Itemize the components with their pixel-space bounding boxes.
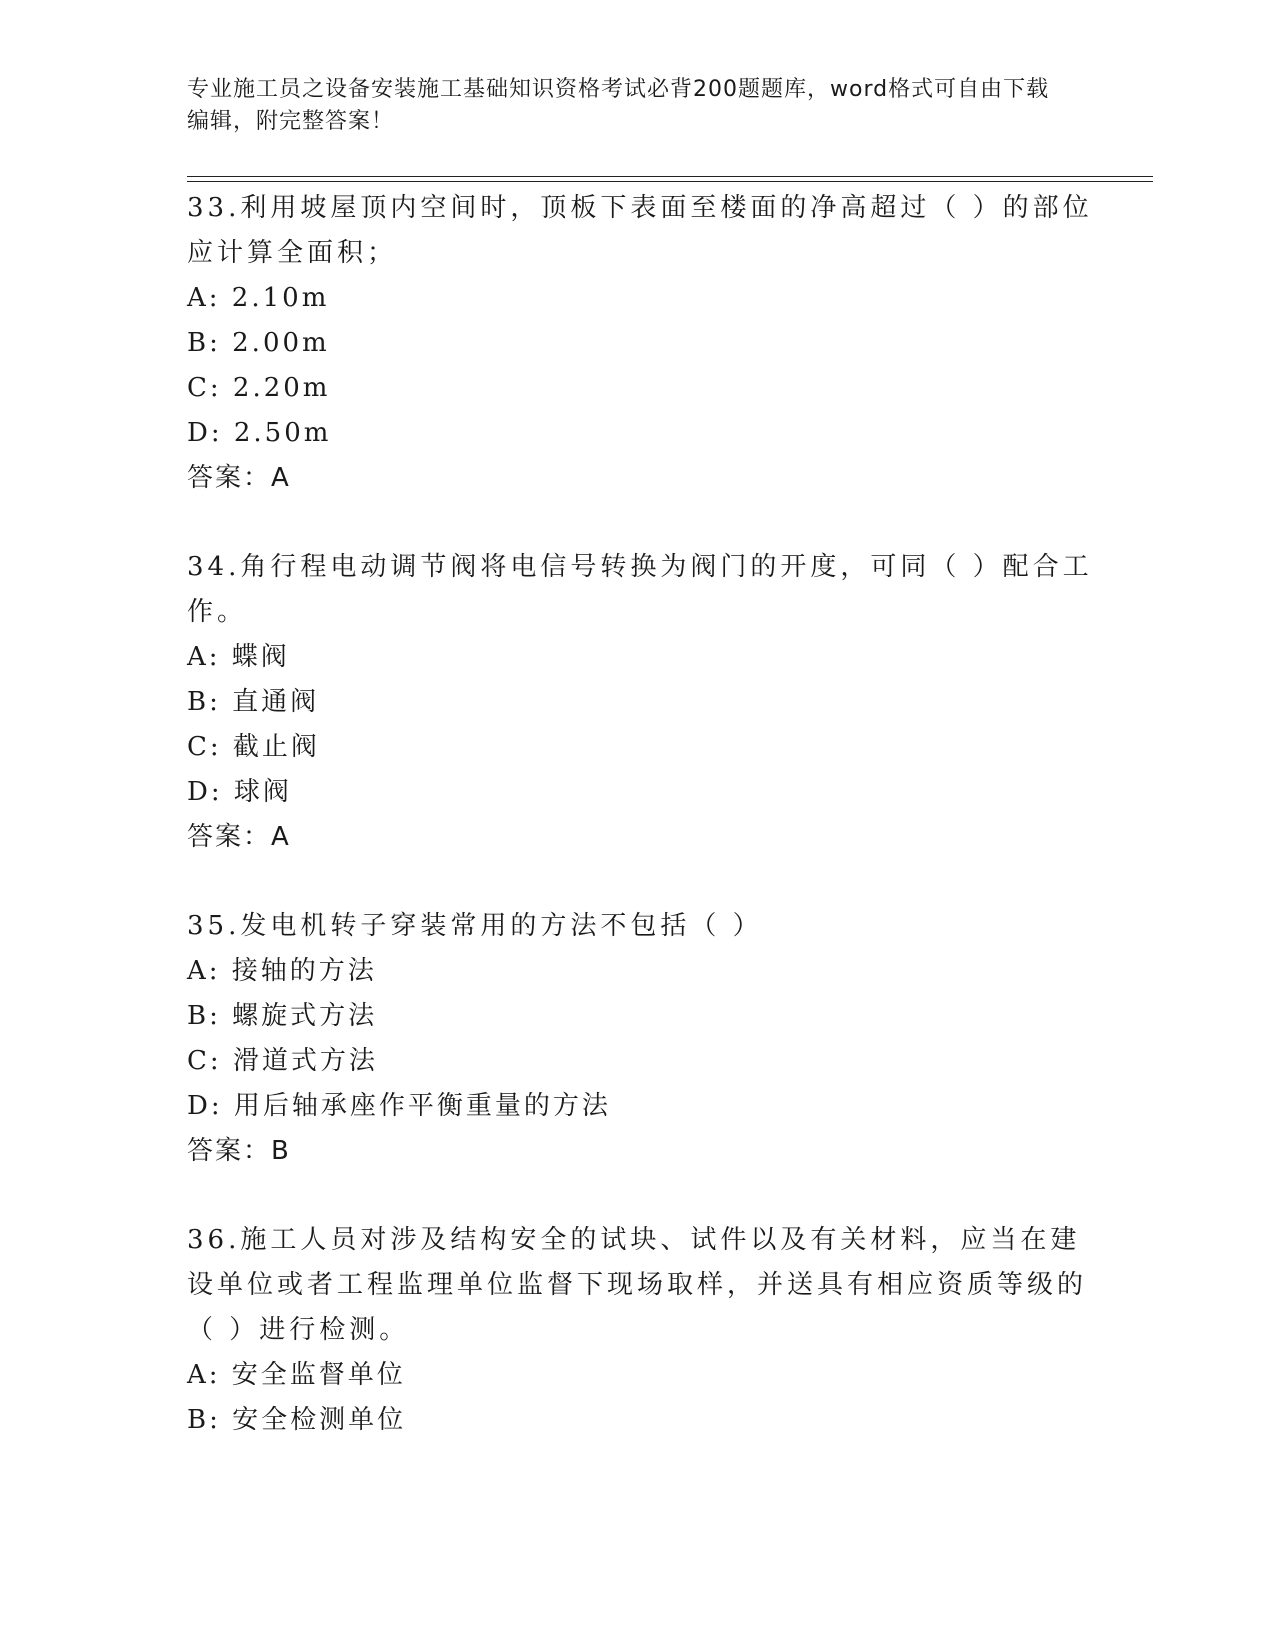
- option-a: A: 蝶阀: [187, 642, 290, 672]
- question-35: [187, 904, 1107, 1174]
- question-list: [187, 186, 1107, 1487]
- question-34: [187, 545, 1107, 860]
- option-d: D: 用后轴承座作平衡重量的方法: [187, 1091, 611, 1121]
- option-c: C: 截止阀: [187, 732, 320, 762]
- answer-line: 答案：B: [187, 1136, 291, 1166]
- question-33: [187, 186, 1107, 501]
- answer-line: 答案：A: [187, 463, 291, 493]
- question-text: 34.角行程电动调节阀将电信号转换为阀门的开度，可同（ ）配合工作。: [187, 552, 1093, 627]
- document-header: 专业施工员之设备安装施工基础知识资格考试必背200题题库，word格式可自由下载编辑，附完整答案！: [187, 77, 1050, 134]
- header-divider-bottom: [187, 181, 1153, 182]
- option-b: B: 直通阀: [187, 687, 320, 717]
- question-36: [187, 1218, 1107, 1443]
- option-a: A: 接轴的方法: [187, 956, 377, 986]
- option-c: C: 2.20m: [187, 373, 331, 403]
- option-b: B: 安全检测单位: [187, 1405, 407, 1435]
- option-c: C: 滑道式方法: [187, 1046, 378, 1076]
- answer-line: 答案：A: [187, 822, 291, 852]
- option-d: D: 2.50m: [187, 418, 332, 448]
- option-b: B: 2.00m: [187, 328, 330, 358]
- header-divider-top: [187, 176, 1153, 177]
- option-a: A: 2.10m: [187, 283, 330, 313]
- question-text: 36.施工人员对涉及结构安全的试块、试件以及有关材料，应当在建设单位或者工程监理单位监督下现场取样，并送具有相应资质等级的（ ）进行检测。: [187, 1225, 1088, 1345]
- option-d: D: 球阀: [187, 777, 292, 807]
- question-text: 33.利用坡屋顶内空间时，顶板下表面至楼面的净高超过（ ）的部位应计算全面积；: [187, 193, 1093, 268]
- option-a: A: 安全监督单位: [187, 1360, 406, 1390]
- option-b: B: 螺旋式方法: [187, 1001, 378, 1031]
- question-text: 35.发电机转子穿装常用的方法不包括（ ）: [187, 911, 763, 941]
